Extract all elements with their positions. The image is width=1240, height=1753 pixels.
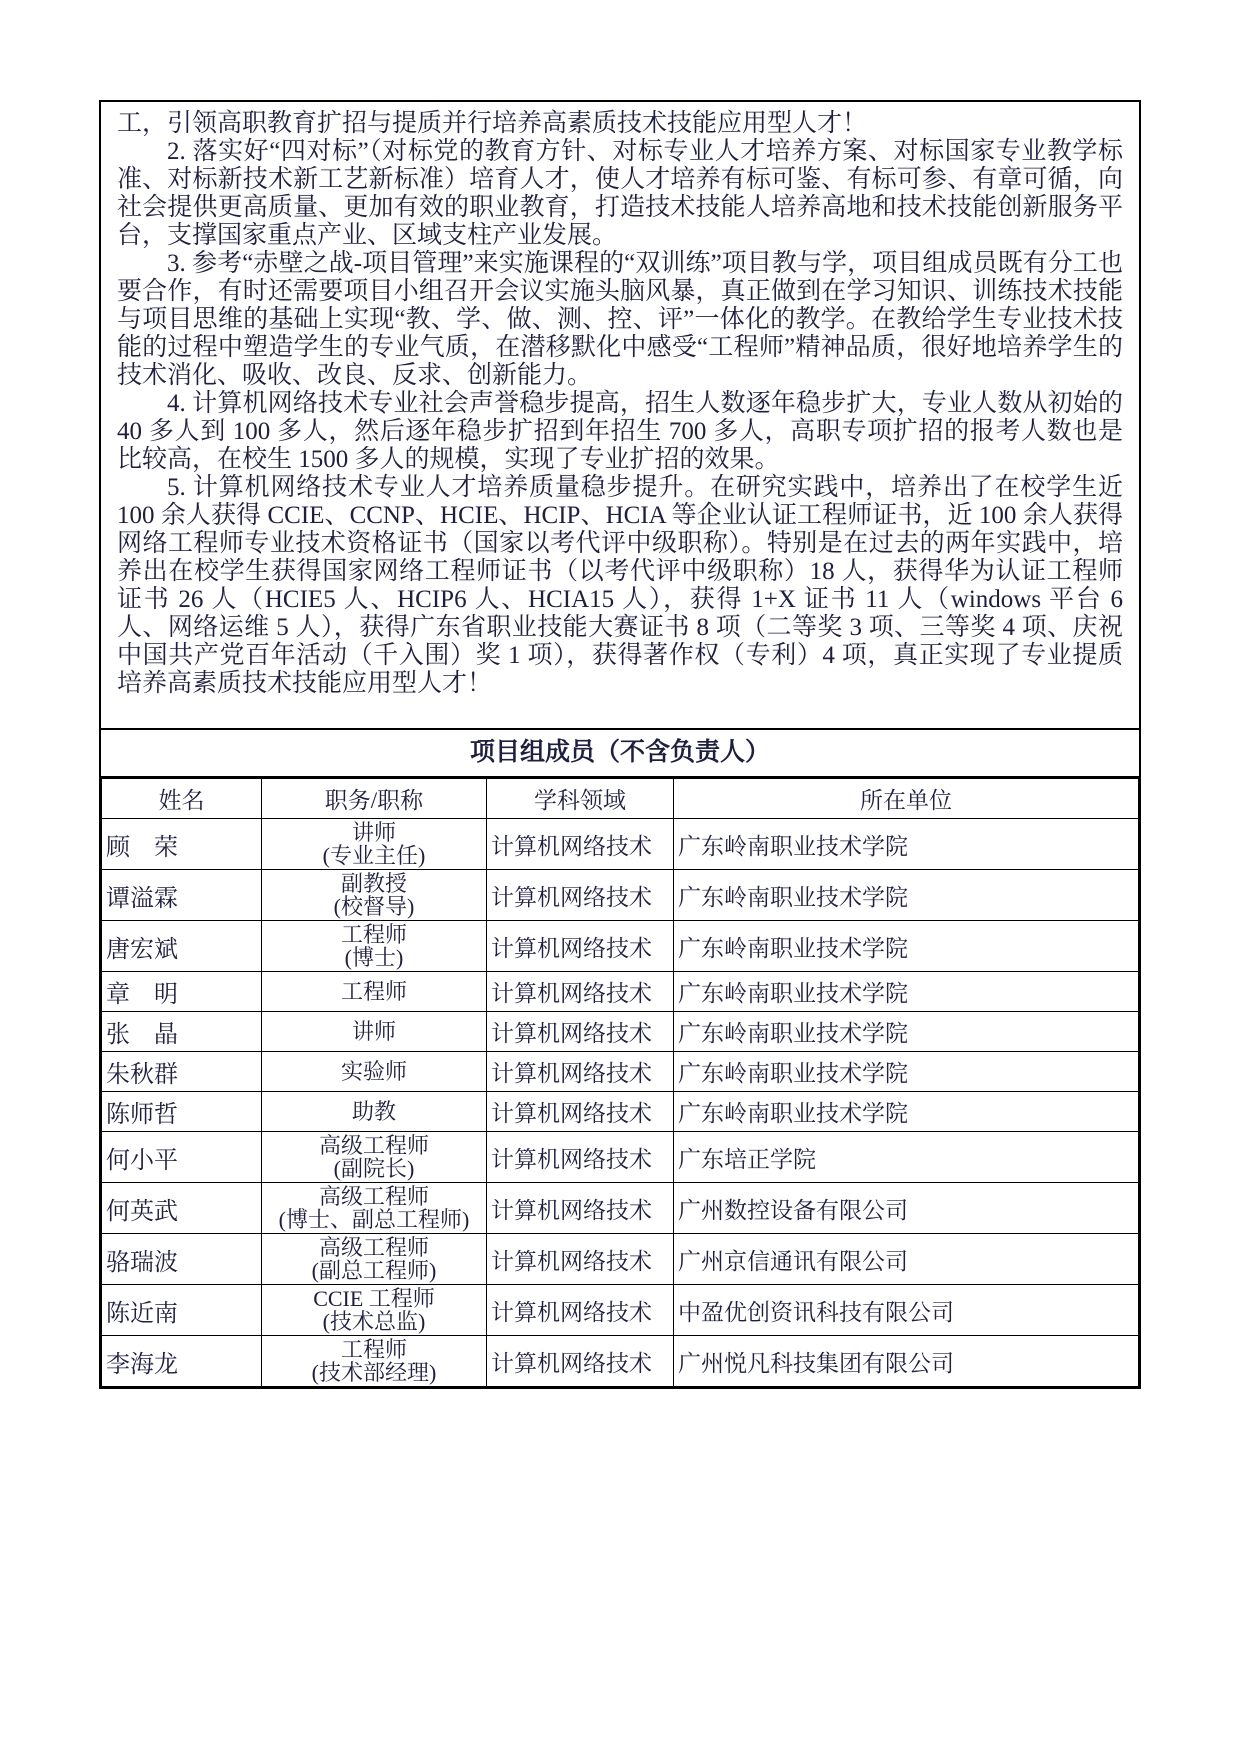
member-name: 何小平 [102, 1132, 262, 1183]
col-header-org: 所在单位 [674, 779, 1139, 819]
title-line-1: 工程师 [340, 979, 407, 1004]
member-name: 朱秋群 [102, 1052, 262, 1092]
title-line-2: (博士、副总工程师) [278, 1207, 470, 1232]
member-field: 计算机网络技术 [487, 1092, 674, 1132]
member-row [102, 1183, 1139, 1234]
member-title [262, 1336, 487, 1387]
title-line-2: (专业主任) [322, 843, 426, 868]
member-title [262, 1092, 487, 1132]
title-line-1: 工程师 [340, 1337, 407, 1362]
member-name: 章 明 [102, 972, 262, 1012]
member-row [102, 1285, 1139, 1336]
member-org: 广州京信通讯有限公司 [674, 1234, 1139, 1285]
member-row [102, 819, 1139, 870]
member-org: 广州数控设备有限公司 [674, 1183, 1139, 1234]
member-name: 陈师哲 [102, 1092, 262, 1132]
member-title [262, 1132, 487, 1183]
intro-paragraph-5: 5. 计算机网络技术专业人才培养质量稳步提升。在研究实践中，培养出了在校学生近 100 余人获得 CCIE、CCNP、HCIE、HCIP、HCIA 等企业认证工程师证书，近 100 余人获得网络工程师专业技术资格证书（国家以考代评中级职称）。特别是在过去的两年实践中，培养出在校学生获得国家网络工程师证书（以考代评中级职称）18 人，获得华为认证工程师证书 26 人（HCIE5 人、HCIP6 人、HCIA15 人），获得 1+X 证书 11 人（windows 平台 6 人、网络运维 5 人），获得广东省职业技能大赛证书 8 项（二等奖 3 项、三等奖 4 项、庆祝中国共产党百年活动（千入围）奖 1 项），获得著作权（专利）4 项，真正实现了专业提质培养高素质技术技能应用型人才！ [117, 474, 1123, 697]
title-line-1: 高级工程师 [318, 1184, 429, 1209]
member-title [262, 870, 487, 921]
member-name: 张 晶 [102, 1012, 262, 1052]
member-org: 广东岭南职业技术学院 [674, 1012, 1139, 1052]
title-line-2: (技术部经理) [311, 1360, 437, 1385]
intro-paragraph-continuation: 工，引领高职教育扩招与提质并行培养高素质技术技能应用型人才！ [117, 110, 868, 137]
member-name: 唐宏斌 [102, 921, 262, 972]
title-line-1: 讲师 [351, 1019, 396, 1044]
title-line-2: (校督导) [333, 894, 415, 919]
intro-paragraph-2: 2. 落实好“四对标”（对标党的教育方针、对标专业人才培养方案、对标国家专业教学标准、对标新技术新工艺新标准）培育人才，使人才培养有标可鉴、有标可参、有章可循，向社会提供更高质量、更加有效的职业教育，打造技术技能人培养高地和技术技能创新服务平台，支撑国家重点产业、区域支柱产业发展。 [117, 138, 1123, 249]
member-title [262, 972, 487, 1012]
members-header-row [102, 779, 1139, 819]
member-name: 谭溢霖 [102, 870, 262, 921]
title-line-1: 高级工程师 [318, 1235, 429, 1260]
member-name: 顾 荣 [102, 819, 262, 870]
title-line-1: 高级工程师 [318, 1133, 429, 1158]
member-row [102, 1234, 1139, 1285]
intro-paragraph-4: 4. 计算机网络技术专业社会声誉稳步提高，招生人数逐年稳步扩大，专业人数从初始的 40 多人到 100 多人，然后逐年稳步扩招到年招生 700 多人，高职专项扩招的报考人数也是比较高，在校生 1500 多人的规模，实现了专业扩招的效果。 [117, 390, 1123, 473]
members-table [101, 778, 1139, 1387]
title-line-1: CCIE 工程师 [313, 1286, 435, 1311]
member-org: 广东培正学院 [674, 1132, 1139, 1183]
member-row [102, 1052, 1139, 1092]
member-row [102, 972, 1139, 1012]
member-org: 广东岭南职业技术学院 [674, 1092, 1139, 1132]
member-org: 中盈优创资讯科技有限公司 [674, 1285, 1139, 1336]
member-title [262, 1285, 487, 1336]
member-org: 广东岭南职业技术学院 [674, 870, 1139, 921]
member-row [102, 870, 1139, 921]
member-field: 计算机网络技术 [487, 1132, 674, 1183]
member-row [102, 1092, 1139, 1132]
member-org: 广州悦凡科技集团有限公司 [674, 1336, 1139, 1387]
member-field: 计算机网络技术 [487, 870, 674, 921]
member-row [102, 1012, 1139, 1052]
col-header-title: 职务/职称 [262, 779, 487, 819]
member-name: 骆瑞波 [102, 1234, 262, 1285]
title-line-2: (技术总监) [322, 1309, 426, 1334]
member-field: 计算机网络技术 [487, 819, 674, 870]
intro-paragraph-3: 3. 参考“赤壁之战-项目管理”来实施课程的“双训练”项目教与学，项目组成员既有分工也要合作，有时还需要项目小组召开会议实施头脑风暴，真正做到在学习知识、训练技术技能与项目思维的基础上实现“教、学、做、测、控、评”一体化的教学。在教给学生专业技术技能的过程中塑造学生的专业气质，在潜移默化中感受“工程师”精神品质，很好地培养学生的技术消化、吸收、改良、反求、创新能力。 [117, 250, 1123, 389]
member-title [262, 1052, 487, 1092]
members-section-title: 项目组成员（不含负责人） [101, 730, 1139, 778]
title-line-1: 工程师 [340, 922, 407, 947]
member-org: 广东岭南职业技术学院 [674, 1052, 1139, 1092]
member-field: 计算机网络技术 [487, 1012, 674, 1052]
member-row [102, 921, 1139, 972]
member-field: 计算机网络技术 [487, 1234, 674, 1285]
member-field: 计算机网络技术 [487, 1052, 674, 1092]
member-field: 计算机网络技术 [487, 1183, 674, 1234]
title-line-1: 助教 [351, 1099, 396, 1124]
title-line-1: 实验师 [340, 1059, 407, 1084]
member-row [102, 1132, 1139, 1183]
title-line-2: (副院长) [333, 1156, 415, 1181]
member-title [262, 1234, 487, 1285]
member-title [262, 1012, 487, 1052]
col-header-name: 姓名 [102, 779, 262, 819]
title-line-1: 副教授 [340, 871, 407, 896]
member-org: 广东岭南职业技术学院 [674, 819, 1139, 870]
title-line-2: (博士) [344, 945, 404, 970]
intro-text-cell [101, 102, 1139, 730]
member-field: 计算机网络技术 [487, 972, 674, 1012]
col-header-field: 学科领域 [487, 779, 674, 819]
member-name: 何英武 [102, 1183, 262, 1234]
member-org: 广东岭南职业技术学院 [674, 921, 1139, 972]
member-name: 李海龙 [102, 1336, 262, 1387]
member-name: 陈近南 [102, 1285, 262, 1336]
member-row [102, 1336, 1139, 1387]
member-title [262, 1183, 487, 1234]
member-org: 广东岭南职业技术学院 [674, 972, 1139, 1012]
title-line-2: (副总工程师) [311, 1258, 437, 1283]
title-line-1: 讲师 [351, 820, 396, 845]
member-field: 计算机网络技术 [487, 921, 674, 972]
member-title [262, 921, 487, 972]
document-frame [99, 100, 1141, 1389]
member-field: 计算机网络技术 [487, 1285, 674, 1336]
member-title [262, 819, 487, 870]
member-field: 计算机网络技术 [487, 1336, 674, 1387]
